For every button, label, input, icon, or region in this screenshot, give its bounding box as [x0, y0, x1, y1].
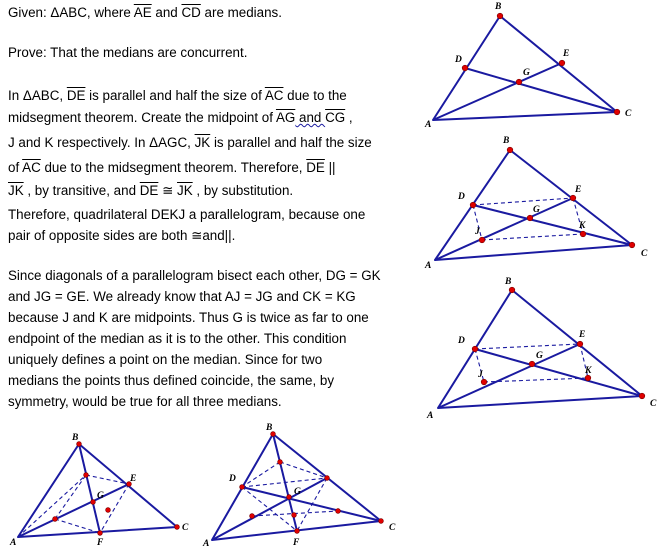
point-g: [287, 495, 292, 500]
label-e: E: [130, 474, 137, 484]
prove-line: Prove: That the medians are concurrent.: [8, 45, 248, 60]
point-c: [379, 519, 384, 524]
segment-jk: $\overline{JK}$: [194, 135, 211, 150]
label-a: A: [427, 411, 434, 421]
text: ,: [345, 110, 353, 125]
para2-line-6: medians the points thus defined coincide, the same, by: [8, 373, 335, 388]
para2-line-2: and JG = GE. We already know that AJ = JG and CK = KG: [8, 289, 356, 304]
segment-ac: $\overline{AC}$: [264, 88, 284, 103]
label-e: E: [563, 49, 570, 59]
label-d: D: [455, 55, 462, 65]
para2-line-4: endpoint of the median as it is to the other. This condition: [8, 331, 347, 346]
point-midpoint: [325, 476, 330, 481]
proof-line-6: Therefore, quadrilateral DEKJ a parallelogram, because one: [8, 207, 366, 222]
label-c: C: [650, 399, 657, 409]
segment-de: $\overline{DE}$: [66, 88, 86, 103]
segment-ae: $\overline{AE}$: [133, 5, 152, 20]
label-e: E: [579, 330, 586, 340]
label-k: K: [579, 221, 586, 231]
label-d: D: [458, 336, 465, 346]
text: ≅: [158, 183, 178, 198]
text: and: [295, 110, 326, 125]
para2-line-5: uniquely defines a point on the median. Since for two: [8, 352, 323, 367]
text: , by substitution.: [192, 183, 294, 198]
point-midpoint: [250, 514, 255, 519]
text: due to the midsegment theorem. Therefore,: [40, 160, 307, 175]
label-b: B: [503, 136, 510, 146]
text: ||: [324, 160, 336, 175]
text: Given: ΔABC, where: [8, 5, 134, 20]
label-a: A: [425, 261, 432, 271]
text: is parallel and half the size of: [85, 88, 265, 103]
label-f: F: [97, 538, 104, 548]
label-c: C: [389, 523, 396, 533]
text: midsegment theorem. Create the midpoint of: [8, 110, 276, 125]
segment-jk: $\overline{JK}$: [177, 183, 193, 198]
segment-de: $\overline{DE}$: [139, 183, 159, 198]
segment-cd: $\overline{CD}$: [181, 5, 201, 20]
label-c: C: [625, 109, 632, 119]
text: due to the: [283, 88, 347, 103]
segment-cg: $\overline{CG}$: [325, 110, 346, 125]
proof-line-7: pair of opposite sides are both ≅and||.: [8, 228, 236, 243]
point-midpoint: [278, 460, 283, 465]
para2-line-1: Since diagonals of a parallelogram bisect each other, DG = GK: [8, 268, 381, 283]
label-g: G: [97, 491, 104, 501]
text: and: [151, 5, 182, 20]
label-d: D: [458, 192, 465, 202]
para2-line-3: because J and K are midpoints. Thus G is twice as far to one: [8, 310, 369, 325]
point-midpoint: [292, 513, 297, 518]
text: In ΔABC,: [8, 88, 67, 103]
label-e: E: [575, 185, 582, 195]
segment-ag: $\overline{AG}$: [275, 110, 296, 125]
label-a: A: [203, 539, 210, 549]
label-j: J: [475, 227, 480, 237]
segment-de: $\overline{DE}$: [306, 160, 325, 175]
para2-line-7: symmetry, would be true for all three medians.: [8, 394, 282, 409]
label-d: D: [229, 474, 236, 484]
text: is parallel and half the size: [210, 135, 372, 150]
label-j: J: [478, 370, 483, 380]
label-a: A: [425, 120, 432, 130]
segment-jk: $\overline{JK}$: [8, 183, 24, 198]
label-g: G: [533, 205, 540, 215]
label-g: G: [536, 351, 543, 361]
point-f: [295, 529, 300, 534]
label-a: A: [10, 538, 17, 548]
label-k: K: [585, 366, 592, 376]
label-f: F: [293, 538, 300, 548]
label-c: C: [182, 523, 189, 533]
label-b: B: [72, 433, 79, 443]
label-c: C: [641, 249, 648, 259]
label-b: B: [495, 2, 502, 12]
point-midpoint: [336, 509, 341, 514]
text: , by transitive, and: [23, 183, 140, 198]
label-b: B: [266, 423, 273, 433]
label-b: B: [505, 277, 512, 287]
segment-ac: $\overline{AC}$: [22, 160, 41, 175]
point-d: [240, 485, 245, 490]
text: are medians.: [200, 5, 282, 20]
label-g: G: [523, 68, 530, 78]
text: J and K respectively. In ΔAGC,: [8, 135, 195, 150]
text: of: [8, 160, 23, 175]
label-g: G: [294, 487, 301, 497]
